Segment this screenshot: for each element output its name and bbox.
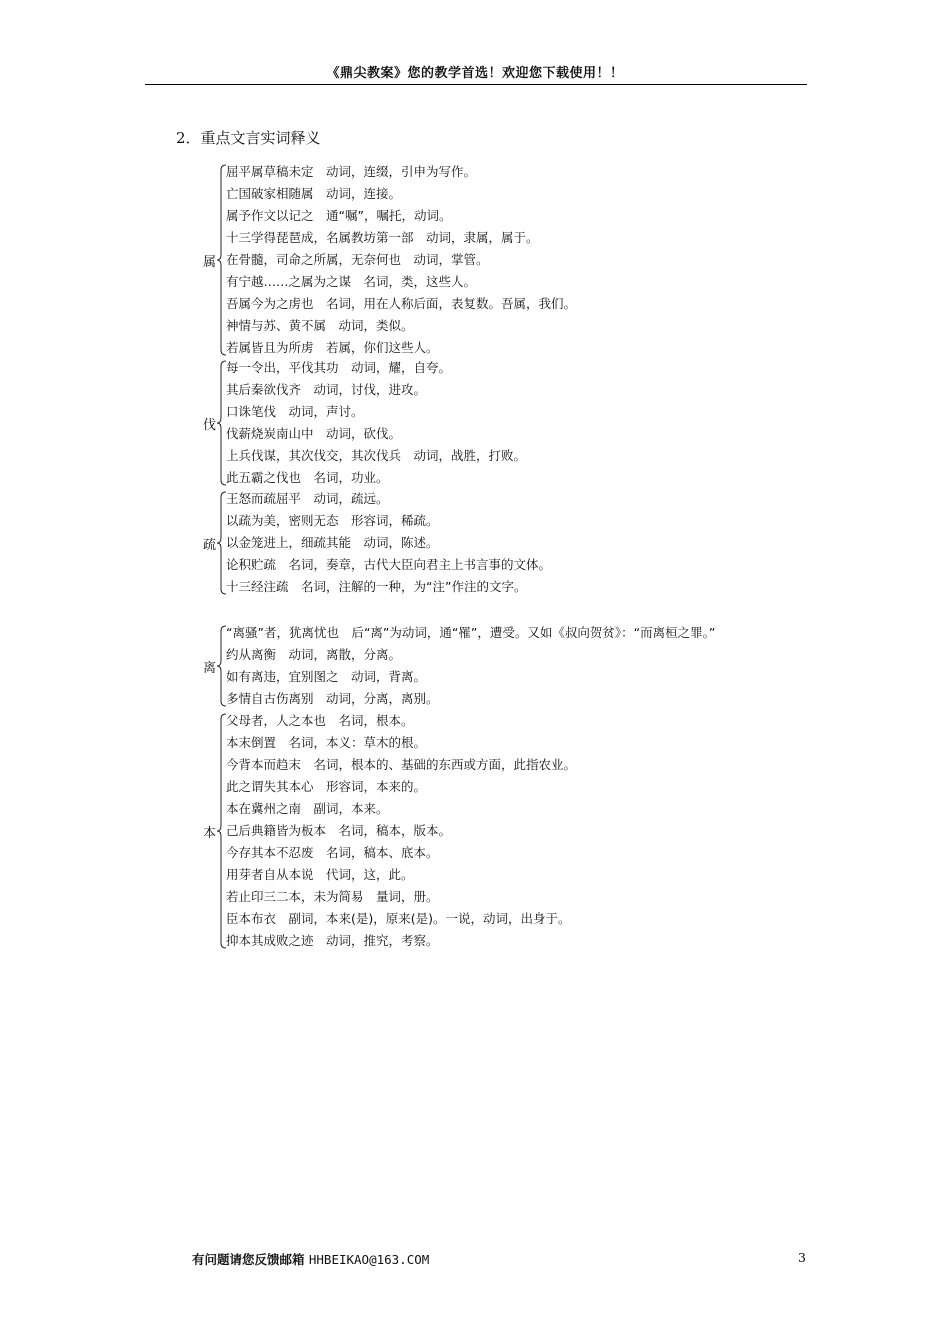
- definition-entry: 约从离衡 动词，离散，分离。: [226, 647, 402, 662]
- definition-entry: 本在冀州之南 副词，本来。: [226, 801, 389, 816]
- definition-entry: 以金笼进上，细疏其能 动词，陈述。: [226, 535, 439, 550]
- definition-entry: 今存其本不忍废 名词，稿本、底本。: [226, 845, 439, 860]
- header-rule: [145, 84, 807, 85]
- definition-entry: 上兵伐谋，其次伐交，其次伐兵 动词，战胜，打败。: [226, 448, 527, 463]
- definition-entry: 若属皆且为所虏 若属，你们这些人。: [226, 340, 439, 355]
- definition-entry: 属予作文以记之 通“嘱”，嘱托，动词。: [226, 208, 452, 223]
- entry-list: [226, 357, 526, 489]
- definition-entry: 十三经注疏 名词，注解的一种，为“注”作注的文字。: [226, 579, 527, 594]
- definition-entry: 多情自古伤离别 动词，分离，离别。: [226, 691, 439, 706]
- definition-entry: “离骚”者，犹离忧也 后“离”为动词，通“罹”，遭受。又如《叔向贺贫》：“而离桓之罪。”: [226, 625, 716, 640]
- definition-entry: 此之谓失其本心 形容词，本来的。: [226, 779, 427, 794]
- definition-entry: 本末倒置 名词，本义：草木的根。: [226, 735, 427, 750]
- definition-entry: 其后秦欲伐齐 动词，讨伐，进攻。: [226, 382, 427, 397]
- definition-entry: 口诛笔伐 动词，声讨。: [226, 404, 364, 419]
- head-char: 伐: [203, 418, 217, 433]
- definition-entry: 若止印三二本，未为简易 量词，册。: [226, 889, 439, 904]
- head-char: 本: [203, 826, 217, 841]
- definition-entry: 王怒而疏屈平 动词，疏远。: [226, 491, 389, 506]
- footer: [192, 1250, 429, 1268]
- definition-entry: 伐薪烧炭南山中 动词，砍伐。: [226, 426, 402, 441]
- head-char: 疏: [203, 538, 217, 553]
- entry-list: [226, 622, 715, 710]
- definition-entry: 神情与苏、黄不属 动词，类似。: [226, 318, 414, 333]
- definition-entry: 亡国破家相随属 动词，连接。: [226, 186, 402, 201]
- definition-entry: 今背本而趋末 名词，根本的、基础的东西或方面，此指农业。: [226, 757, 577, 772]
- definition-entry: 臣本布衣 副词，本来(是)，原来(是)。一说，动词，出身于。: [226, 911, 571, 926]
- definition-entry: 此五霸之伐也 名词，功业。: [226, 470, 389, 485]
- entry-list: [226, 161, 576, 359]
- entry-list: [226, 488, 551, 598]
- page-header: 《鼎尖教案》您的教学首选！欢迎您下载使用！！: [326, 66, 624, 81]
- definition-entry: 用芽者自从本说 代词，这，此。: [226, 867, 414, 882]
- definition-entry: 在骨髓，司命之所属，无奈何也 动词，掌管。: [226, 252, 489, 267]
- footer-email: HHBEIKAO@163.COM: [308, 1252, 430, 1267]
- page-number: 3: [798, 1250, 806, 1265]
- footer-label: 有问题请您反馈邮箱: [192, 1252, 305, 1267]
- head-char: 离: [203, 661, 217, 676]
- definition-entry: 己后典籍皆为板本 名词，稿本，版本。: [226, 823, 452, 838]
- definition-entry: 如有离违，宜别图之 动词，背离。: [226, 669, 427, 684]
- definition-entry: 论积贮疏 名词，奏章，古代大臣向君主上书言事的文体。: [226, 557, 552, 572]
- head-char: 属: [203, 255, 217, 270]
- entry-list: [226, 710, 576, 952]
- definition-entry: 吾属今为之虏也 名词，用在人称后面，表复数。吾属，我们。: [226, 296, 577, 311]
- definition-entry: 屈平属草稿未定 动词，连缀，引申为写作。: [226, 164, 477, 179]
- definition-entry: 每一令出，平伐其功 动词，耀，自夸。: [226, 360, 452, 375]
- definition-entry: 以疏为美，密则无态 形容词，稀疏。: [226, 513, 439, 528]
- definition-entry: 抑本其成败之迹 动词，推究，考察。: [226, 933, 439, 948]
- section-title: 2．重点文言实词释义: [176, 129, 321, 147]
- definition-entry: 十三学得琵琶成，名属教坊第一部 动词，隶属，属于。: [226, 230, 539, 245]
- definition-entry: 父母者，人之本也 名词，根本。: [226, 713, 414, 728]
- definition-entry: 有宁越……之属为之谋 名词，类，这些人。: [226, 274, 477, 289]
